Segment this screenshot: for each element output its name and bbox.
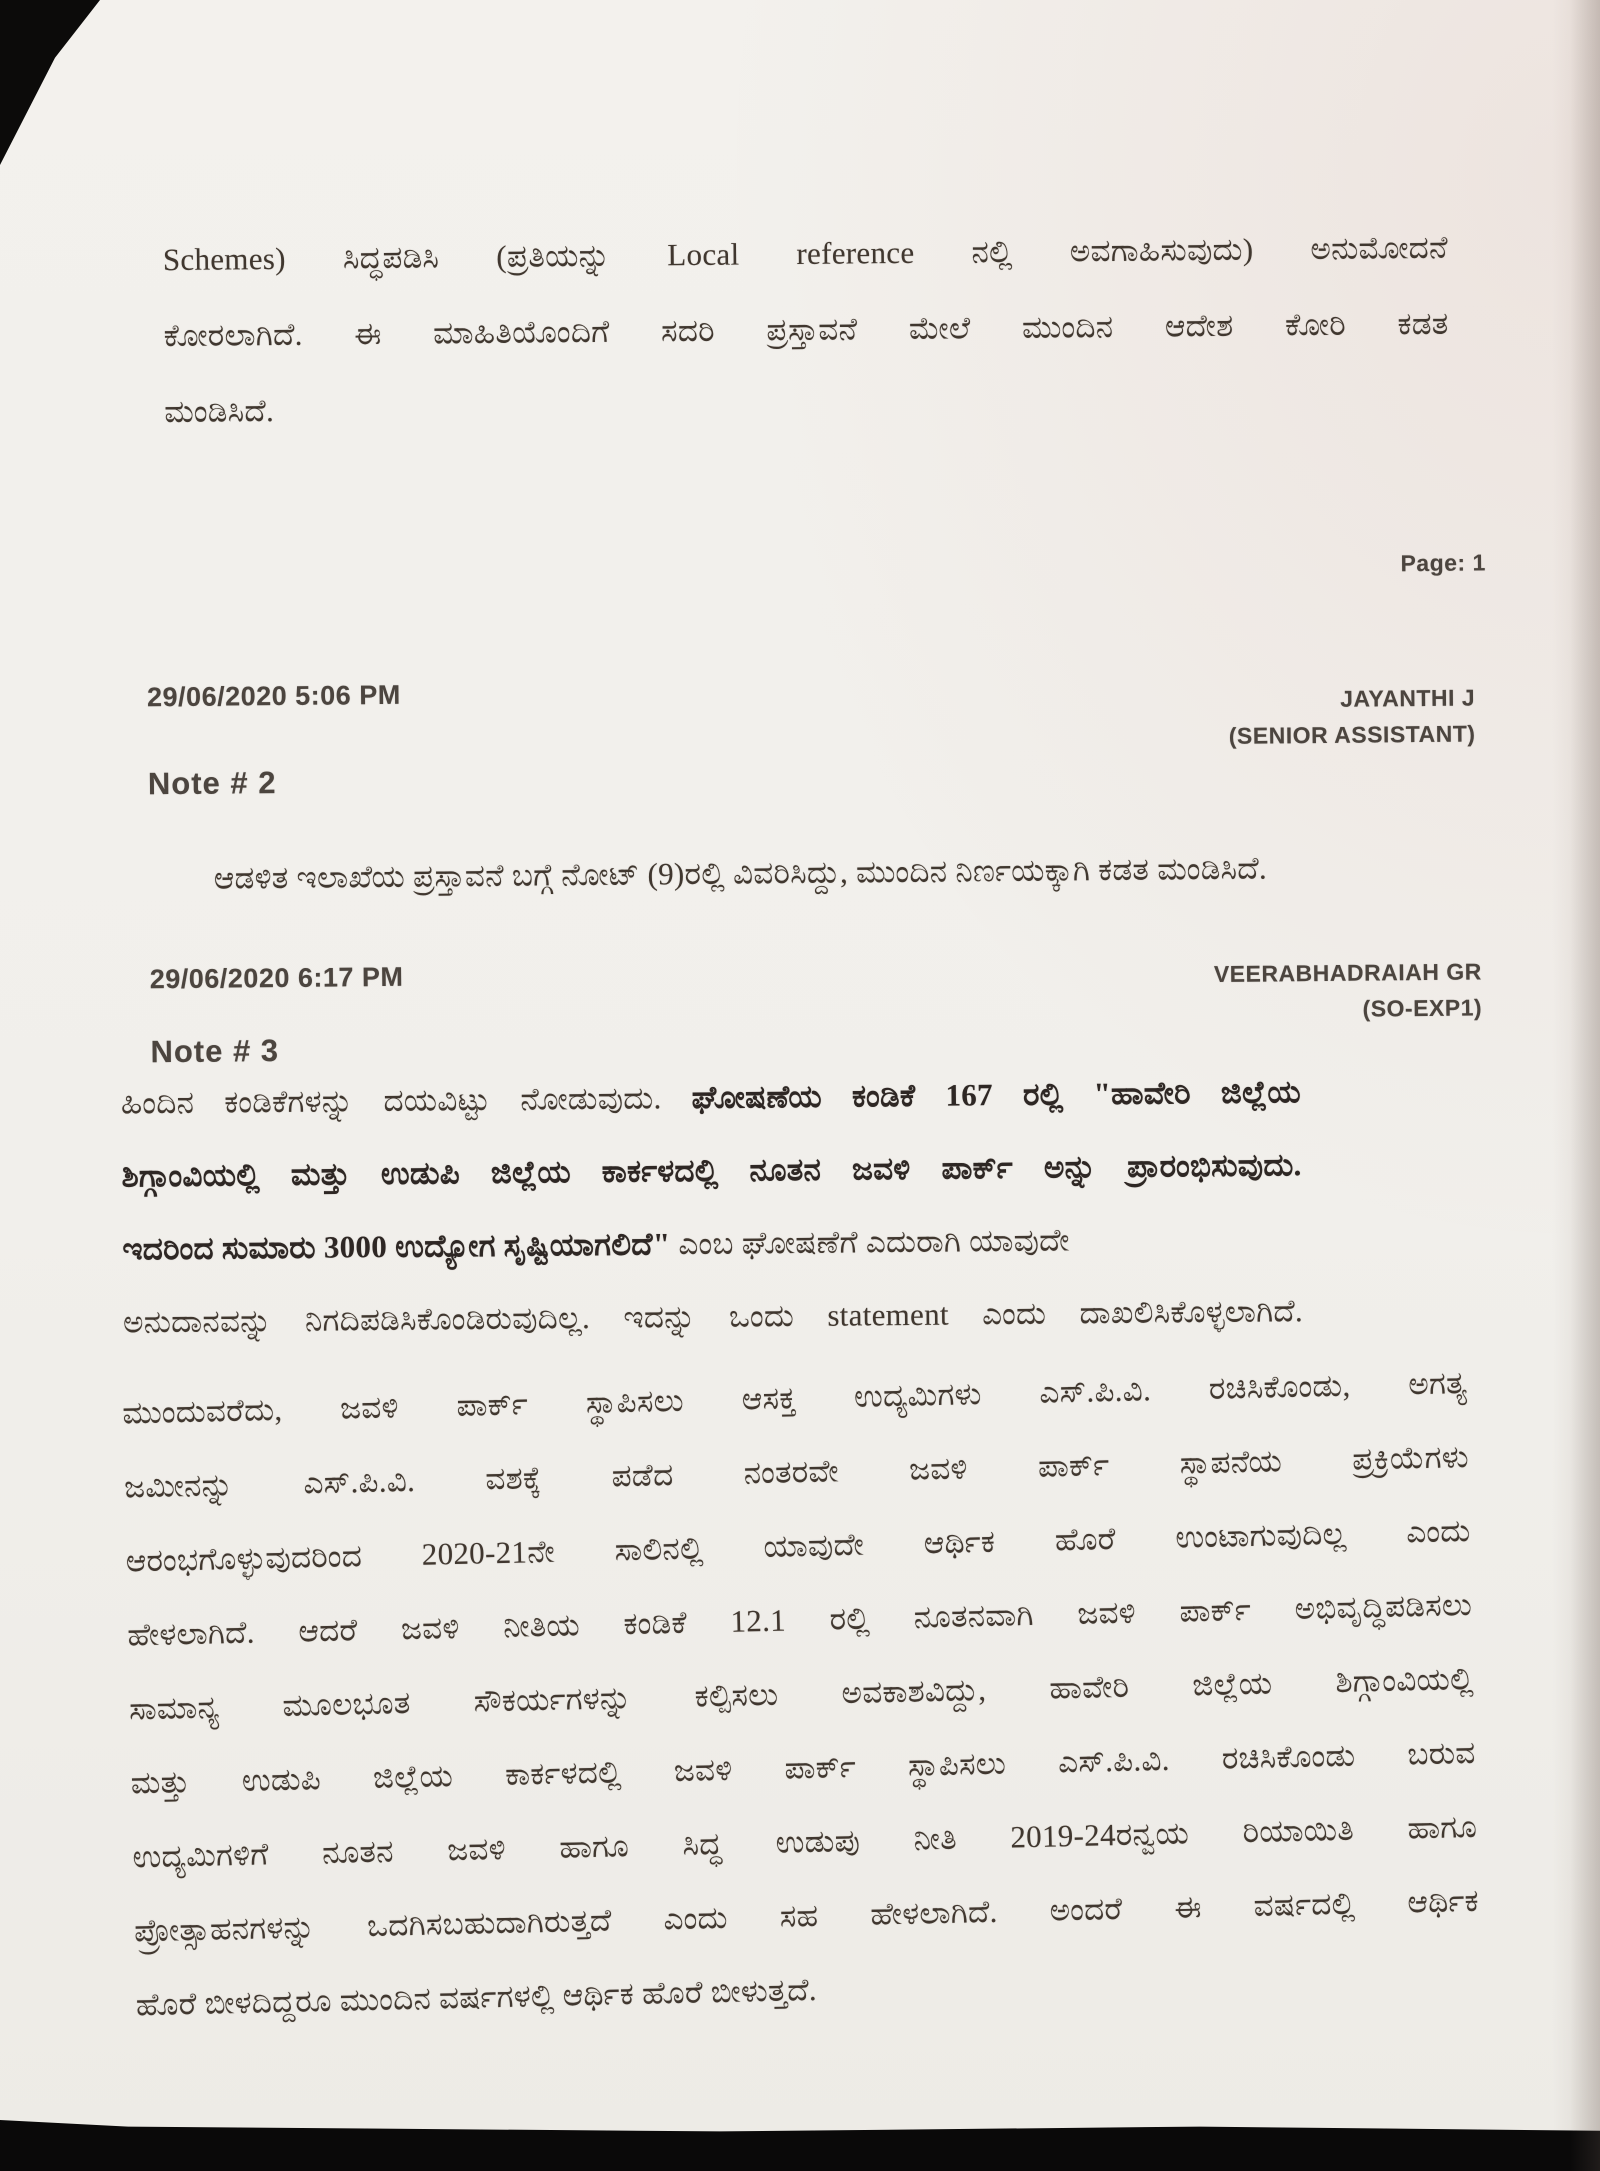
note3-p2-line-3: ಆರಂಭಗೊಳ್ಳುವುದರಿಂದ 2020-21ನೇ ಸಾಲಿನಲ್ಲಿ ಯಾವುದೇ ಆರ್ಥಿಕ ಹೊರೆ ಉಂಟಾಗುವುದಿಲ್ಲ ಎಂದು [125,1512,1471,1579]
note3-author-designation: (SO-EXP1) [1362,994,1483,1022]
intro-line-3: ಮಂಡಿಸಿದೆ. [164,393,275,430]
note3-p2-line-1: ಮುಂದುವರೆದು, ಜವಳಿ ಪಾರ್ಕ್ ಸ್ಥಾಪಿಸಲು ಆಸಕ್ತ ಉದ್ಯಮಿಗಳು ಎಸ್.ಪಿ.ವಿ. ರಚಿಸಿಕೊಂಡು, ಅಗತ್ಯ [122,1365,1468,1431]
note3-p1-line1-normal: ಹಿಂದಿನ ಕಂಡಿಕೆಗಳನ್ನು ದಯವಿಟ್ಟು ನೋಡುವುದು. [120,1080,662,1121]
note3-author-block [1214,953,1483,1028]
note3-p1-line-1 [121,1055,1302,1139]
page-number-label: Page: 1 [1400,549,1486,577]
note3-p1-line-2: ಶಿಗ್ಗಾಂವಿಯಲ್ಲಿ ಮತ್ತು ಉಡುಪಿ ಜಿಲ್ಲೆಯ ಕಾರ್ಕಳದಲ್ಲಿ ನೂತನ ಜವಳಿ ಪಾರ್ಕ್ ಅನ್ನು ಪ್ರಾರಂಭಿಸುವುದು. [121,1147,1302,1194]
note3-p1-line1-bold: ಘೋಷಣೆಯ ಕಂಡಿಕೆ 167 ರಲ್ಲಿ "ಹಾವೇರಿ ಜಿಲ್ಲೆಯ [691,1074,1302,1116]
note2-body [213,830,1404,915]
note3-p2-line-9: ಹೊರೆ ಬೀಳದಿದ್ದರೂ ಮುಂದಿನ ವರ್ಷಗಳಲ್ಲಿ ಆರ್ಥಿಕ ಹೊರೆ ಬೀಳುತ್ತದೆ. [135,1971,818,2023]
note3-timestamp: 29/06/2020 6:17 PM [149,961,404,995]
note3-p2-line-7: ಉದ್ಯಮಿಗಳಿಗೆ ನೂತನ ಜವಳಿ ಹಾಗೂ ಸಿದ್ಧ ಉಡುಪು ನೀತಿ 2019-24ರನ್ವಯ ರಿಯಾಯಿತಿ ಹಾಗೂ [132,1808,1478,1875]
note3-p2-line-8: ಪ್ರೋತ್ಸಾಹನಗಳನ್ನು ಒದಗಿಸಬಹುದಾಗಿರುತ್ತದೆ ಎಂದು ಸಹ ಹೇಳಲಾಗಿದೆ. ಅಂದರೆ ಈ ವರ್ಷದಲ್ಲಿ ಆರ್ಥಿಕ [133,1882,1480,1949]
intro-line-2: ಕೋರಲಾಗಿದೆ. ಈ ಮಾಹಿತಿಯೊಂದಿಗೆ ಸದರಿ ಪ್ರಸ್ತಾವನೆ ಮೇಲೆ ಮುಂದಿನ ಆದೇಶ ಕೋರಿ ಕಡತ [163,305,1449,354]
note3-p1-line-4: ಅನುದಾನವನ್ನು ನಿಗದಿಪಡಿಸಿಕೊಂಡಿರುವುದಿಲ್ಲ. ಇದನ್ನು ಒಂದು statement ಎಂದು ದಾಖಲಿಸಿಕೊಳ್ಳಲಾಗಿದೆ. [122,1293,1304,1340]
note2-label: Note # 2 [147,765,277,802]
note2-body-line: ಆಡಳಿತ ಇಲಾಖೆಯ ಪ್ರಸ್ತಾವನೆ ಬಗ್ಗೆ ನೋಟ್ (9)ರಲ್ಲಿ ವಿವರಿಸಿದ್ದು, ಮುಂದಿನ ನಿರ್ಣಯಕ್ಕಾಗಿ ಕಡತ ಮಂಡಿಸಿದೆ. [213,850,1268,896]
note3-p1-line3-bold: ಇದರಿಂದ ಸುಮಾರು 3000 ಉದ್ಯೋಗ ಸೃಷ್ಟಿಯಾಗಲಿದೆ" [122,1226,671,1267]
intro-line-1: Schemes) ಸಿದ್ಧಪಡಿಸಿ (ಪ್ರತಿಯನ್ನು Local reference ನಲ್ಲಿ ಅವಗಾಹಿಸುವುದು) ಅನುಮೋದನೆ [162,229,1448,278]
note3-author-name: VEERABHADRAIAH GR [1213,958,1482,988]
scan-right-edge-shadow [1570,0,1600,2171]
intro-paragraph [163,210,1450,450]
note2-author-designation: (SENIOR ASSISTANT) [1228,720,1476,749]
note3-p1-line3-normal: ಎಂಬ ಘೋಷಣೆಗೆ ಎದುರಾಗಿ ಯಾವುದೇ [678,1222,1070,1262]
note3-p2-line-2: ಜಮೀನನ್ನು ಎಸ್.ಪಿ.ವಿ. ವಶಕ್ಕೆ ಪಡೆದ ನಂತರವೇ ಜವಳಿ ಪಾರ್ಕ್ ಸ್ಥಾಪನೆಯ ಪ್ರಕ್ರಿಯೆಗಳು [123,1438,1470,1505]
note3-p2-line-4: ಹೇಳಲಾಗಿದೆ. ಆದರೆ ಜವಳಿ ನೀತಿಯ ಕಂಡಿಕೆ 12.1 ರಲ್ಲಿ ನೂತನವಾಗಿ ಜವಳಿ ಪಾರ್ಕ್ ಅಭಿವೃದ್ಧಿಪಡಿಸಲು [127,1586,1473,1653]
note2-author-name: JAYANTHI J [1340,684,1476,712]
note3-p1-line-3 [122,1201,1303,1285]
note3-paragraph-1 [121,1055,1304,1358]
note3-p2-line-6: ಮತ್ತು ಉಡುಪಿ ಜಿಲ್ಲೆಯ ಕಾರ್ಕಳದಲ್ಲಿ ಜವಳಿ ಪಾರ್ಕ್ ಸ್ಥಾಪಿಸಲು ಎಸ್.ಪಿ.ವಿ. ರಚಿಸಿಕೊಂಡು ಬರುವ [130,1734,1476,1801]
note3-label: Note # 3 [150,1033,280,1070]
note3-paragraph-2 [122,1346,1482,2042]
note3-paragraph-2-wrapper [122,1346,1482,2042]
note3-p2-line-5: ಸಾಮಾನ್ಯ ಮೂಲಭೂತ ಸೌಕರ್ಯಗಳನ್ನು ಕಲ್ಪಿಸಲು ಅವಕಾಶವಿದ್ದು, ಹಾವೇರಿ ಜಿಲ್ಲೆಯ ಶಿಗ್ಗಾಂವಿಯಲ್ಲಿ [128,1660,1475,1727]
note2-author-block [1228,680,1475,754]
note2-timestamp: 29/06/2020 5:06 PM [146,679,401,713]
